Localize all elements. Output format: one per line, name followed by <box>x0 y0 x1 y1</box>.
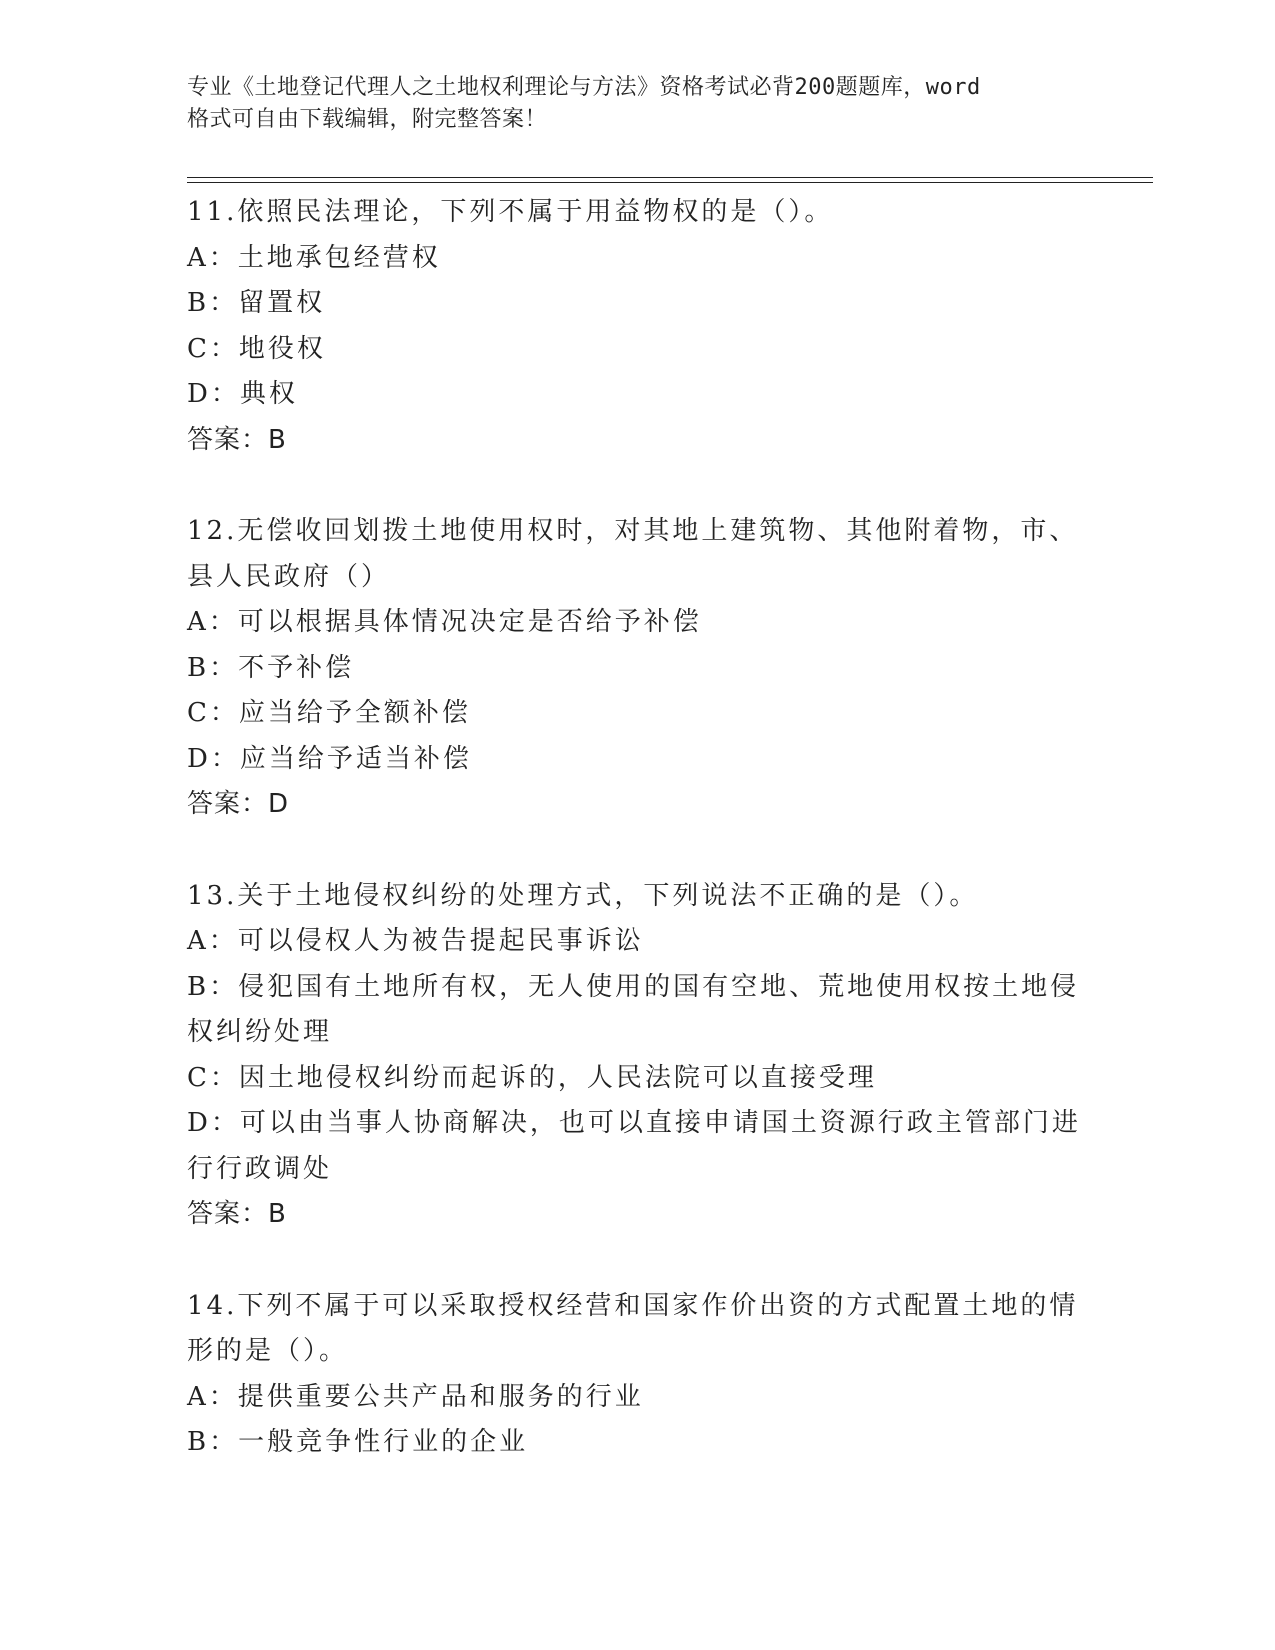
question-stem: 县人民政府（） <box>187 561 391 592</box>
answer-option: B：一般竞争性行业的企业 <box>187 1427 529 1457</box>
question-list <box>187 190 1087 1512</box>
answer-option: A：可以侵权人为被告提起民事诉讼 <box>187 926 644 956</box>
answer-option: D：典权 <box>187 379 298 409</box>
answer-option: B：不予补偿 <box>187 652 355 683</box>
answer-key: 答案：B <box>187 424 287 455</box>
header-divider-top <box>187 177 1153 178</box>
answer-option: A：提供重要公共产品和服务的行业 <box>187 1381 644 1412</box>
question-stem: 14.下列不属于可以采取授权经营和国家作价出资的方式配置土地的情 <box>187 1290 1079 1321</box>
question-block <box>187 874 1087 1238</box>
answer-option: 行行政调处 <box>187 1153 333 1184</box>
answer-option: B：侵犯国有土地所有权，无人使用的国有空地、荒地使用权按土地侵 <box>187 971 1080 1002</box>
question-block <box>187 190 1087 463</box>
answer-option: 权纠纷处理 <box>187 1017 333 1047</box>
question-block <box>187 1284 1087 1466</box>
header-line-1: 专业《土地登记代理人之土地权利理论与方法》资格考试必背200题题库，word <box>187 75 981 100</box>
answer-option: A：可以根据具体情况决定是否给予补偿 <box>187 607 702 637</box>
document-header <box>187 72 1087 136</box>
answer-option: A：土地承包经营权 <box>187 242 441 273</box>
answer-option: C：因土地侵权纠纷而起诉的，人民法院可以直接受理 <box>187 1062 877 1093</box>
answer-option: C：应当给予全额补偿 <box>187 698 471 728</box>
header-divider-bottom <box>187 182 1153 183</box>
answer-key: 答案：B <box>187 1199 287 1229</box>
question-stem: 13.关于土地侵权纠纷的处理方式，下列说法不正确的是（）。 <box>187 880 979 911</box>
header-line-2: 格式可自由下载编辑，附完整答案！ <box>187 107 548 132</box>
question-stem: 11.依照民法理论，下列不属于用益物权的是（）。 <box>187 197 834 227</box>
answer-option: C：地役权 <box>187 333 326 364</box>
question-block <box>187 509 1087 828</box>
answer-option: B：留置权 <box>187 288 326 318</box>
question-stem: 12.无偿收回划拨土地使用权时，对其地上建筑物、其他附着物，市、 <box>187 516 1079 546</box>
answer-option: D：应当给予适当补偿 <box>187 743 472 774</box>
answer-option: D：可以由当事人协商解决，也可以直接申请国土资源行政主管部门进 <box>187 1108 1081 1138</box>
question-stem: 形的是（）。 <box>187 1336 349 1366</box>
answer-key: 答案：D <box>187 789 290 819</box>
